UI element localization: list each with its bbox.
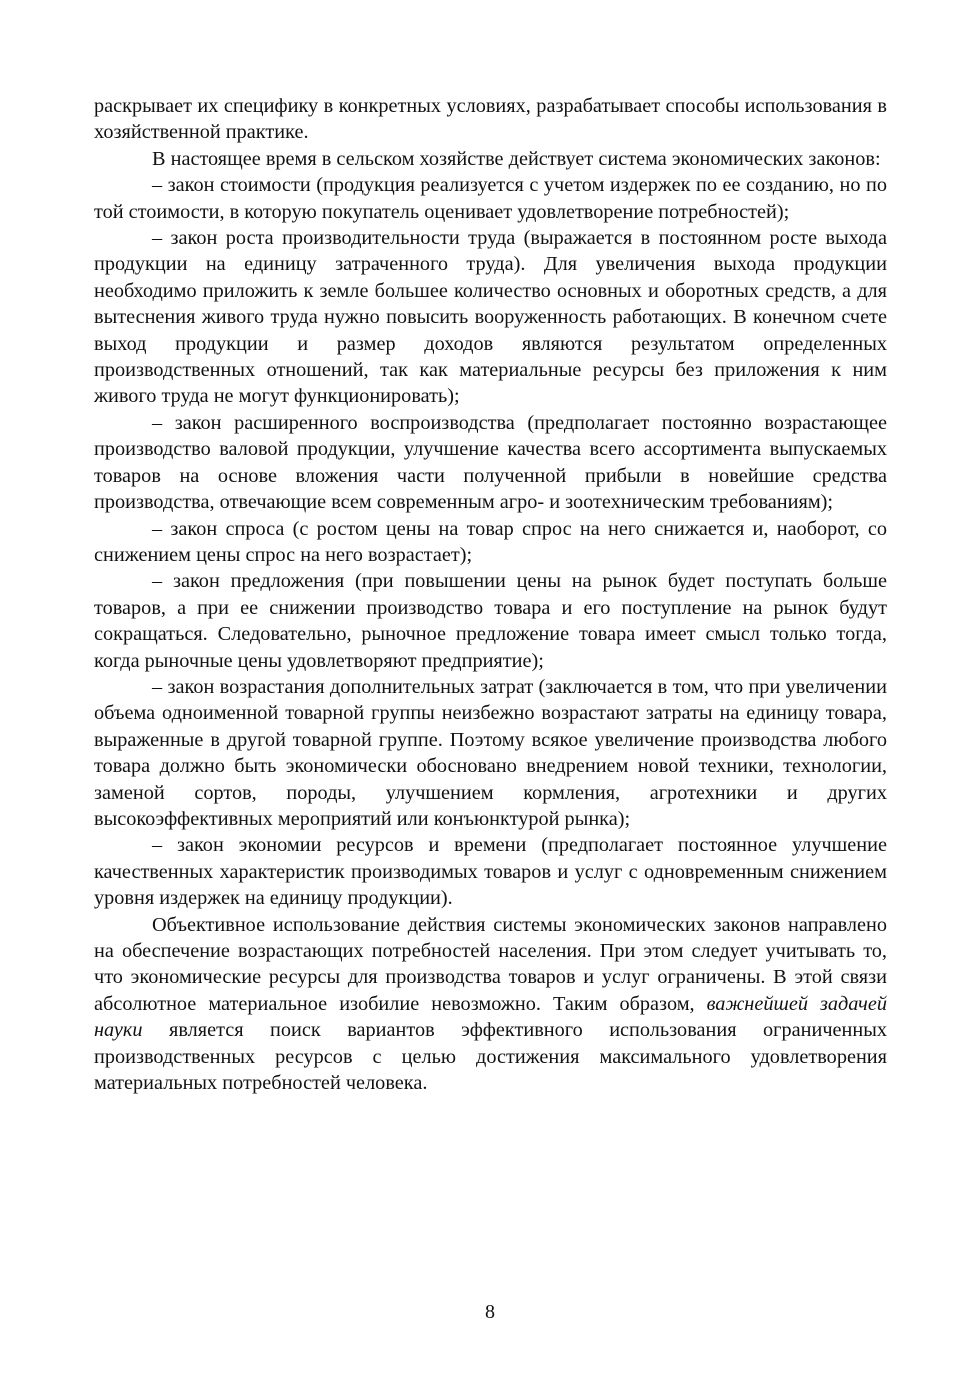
paragraph-conclusion — [94, 912, 887, 1097]
list-item-law-of-economy: – закон экономии ресурсов и времени (предполагает постоянное улучшение качественных характеристик производимых товаров и услуг с одновременным снижением уровня издержек на единицу продукции). — [94, 834, 887, 910]
list-item-law-of-demand: – закон спроса (с ростом цены на товар спрос на него снижается и, наоборот, со снижением цены спрос на него возрастает); — [94, 517, 887, 566]
paragraph-intro: В настоящее время в сельском хозяйстве действует система экономических законов: — [152, 147, 881, 170]
conclusion-text-after: является поиск вариантов эффективного использования ограниченных производственных ресурсов с целью достижения максимального удовлетворения материальных потребностей человека. — [94, 1019, 887, 1095]
page-body — [94, 93, 887, 1096]
page-number: 8 — [485, 1301, 495, 1323]
conclusion-emphasis: важнейшей задачей науки — [94, 992, 888, 1042]
list-item-law-of-additional-costs: – закон возрастания дополнительных затрат (заключается в том, что при увеличении объема одноименной товарной группы неизбежно возрастают затраты на единицу товара, выраженные в другой товарной группе. Поэтому всякое увеличение производства любого товара должно быть экономически обосновано внедрением новой техники, технологии, заменой сортов, породы, улучшением кормления, агротехники и других высокоэффективных мероприятий или конъюнктурой рынка); — [94, 675, 887, 830]
list-item-law-of-value: – закон стоимости (продукция реализуется с учетом издержек по ее созданию, но по той стоимости, в которую покупатель оценивает удовлетворение потребностей); — [94, 174, 887, 223]
list-item-law-of-supply: – закон предложения (при повышении цены на рынок будет поступать больше товаров, а при ее снижении производство товара и его поступление на рынок будут сокращаться. Следовательно, рыночное предложение товара имеет смысл только тогда, когда рыночные цены удовлетворяют предприятие); — [94, 570, 887, 672]
conclusion-text-before: Объективное использование действия системы экономических законов направлено на обеспечение возрастающих потребностей населения. При этом следует учитывать то, что экономические ресурсы для производства товаров и услуг ограничены. В этой связи абсолютное материальное изобилие невозможно. Таким образом, — [94, 913, 887, 1015]
paragraph-continuation: раскрывает их специфику в конкретных условиях, разрабатывает способы использования в хозяйственной практике. — [94, 95, 887, 144]
list-item-law-of-productivity: – закон роста производительности труда (выражается в постоянном росте выхода продукции на единицу затраченного труда). Для увеличения выхода продукции необходимо приложить к земле большее количество основных и оборотных средств, а для вытеснения живого труда нужно повысить вооруженность работающих. В конечном счете выход продукции и размер доходов являются результатом определенных производственных отношений, так как материальные ресурсы без приложения к ним живого труда не могут функционировать); — [94, 227, 887, 408]
list-item-law-of-reproduction: – закон расширенного воспроизводства (предполагает постоянно возрастающее производство валовой продукции, улучшение качества всего ассортимента выпускаемых товаров на основе вложения части полученной прибыли в новейшие средства производства, отвечающие всем современным агро- и зоотехническим требованиям); — [94, 411, 887, 514]
